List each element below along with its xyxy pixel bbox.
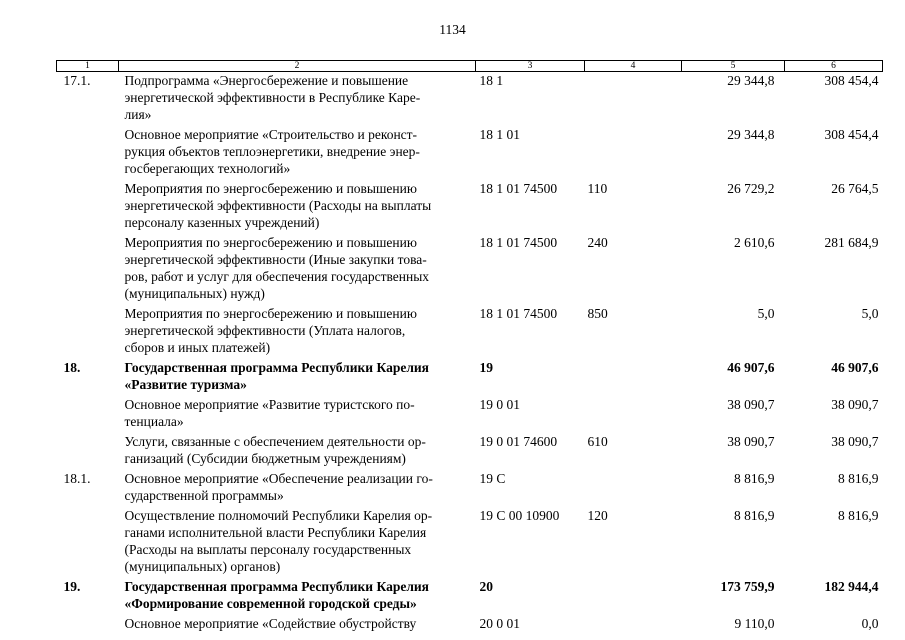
row-description bbox=[119, 305, 476, 359]
description-line: госберегающих технологий» bbox=[124, 161, 291, 176]
target-article-code: 18 1 01 74500 bbox=[479, 235, 558, 250]
target-article-code: 20 bbox=[479, 579, 493, 594]
target-article-code: 18 1 bbox=[479, 73, 504, 88]
table-body bbox=[57, 72, 883, 636]
description-line: энергетической эффективности в Республике Каре- bbox=[124, 90, 421, 105]
description-line: лия» bbox=[124, 107, 152, 122]
description-line: Услуги, связанные с обеспечением деятельности ор- bbox=[124, 434, 426, 449]
row-description bbox=[119, 433, 476, 470]
target-article-code: 18 1 01 bbox=[479, 127, 520, 142]
row-description bbox=[119, 470, 476, 507]
description-line: Основное мероприятие «Развитие туристского по- bbox=[124, 397, 415, 412]
target-article-code: 18 1 01 74500 bbox=[479, 306, 558, 321]
row-number bbox=[57, 433, 119, 470]
expense-type-code bbox=[585, 615, 682, 635]
description-line: (Расходы на выплаты персоналу государственных bbox=[124, 542, 412, 557]
description-line: тенциала» bbox=[124, 414, 184, 429]
row-number bbox=[57, 507, 119, 578]
amount-year-1: 38 090,7 bbox=[727, 397, 775, 412]
table-row bbox=[57, 578, 883, 615]
column-number-3: 3 bbox=[476, 61, 585, 72]
row-description bbox=[119, 615, 476, 635]
expense-type-code bbox=[585, 578, 682, 615]
page-number: 1134 bbox=[439, 22, 466, 37]
amount-year-2: 308 454,4 bbox=[824, 127, 879, 142]
description-line: Мероприятия по энергосбережению и повышению bbox=[124, 181, 417, 196]
row-number bbox=[57, 126, 119, 180]
table-row bbox=[57, 433, 883, 470]
table-row bbox=[57, 126, 883, 180]
column-number-2: 2 bbox=[119, 61, 476, 72]
column-number-6: 6 bbox=[785, 61, 883, 72]
expense-type-code bbox=[585, 72, 682, 127]
expense-type-code bbox=[585, 396, 682, 433]
target-article-code: 19 С 00 10900 bbox=[479, 508, 560, 523]
expense-type-code bbox=[585, 126, 682, 180]
target-article-code: 19 bbox=[479, 360, 493, 375]
row-description bbox=[119, 126, 476, 180]
row-number: 19. bbox=[63, 579, 81, 594]
amount-year-1: 173 759,9 bbox=[720, 579, 775, 594]
column-number-1: 1 bbox=[57, 61, 119, 72]
amount-year-2: 38 090,7 bbox=[831, 397, 879, 412]
row-number bbox=[57, 180, 119, 234]
description-line: Мероприятия по энергосбережению и повышению bbox=[124, 235, 417, 250]
amount-year-2: 0,0 bbox=[861, 616, 879, 631]
row-description bbox=[119, 359, 476, 396]
row-number bbox=[57, 305, 119, 359]
description-line: ганизаций (Субсидии бюджетным учреждениям) bbox=[124, 451, 406, 466]
amount-year-1: 9 110,0 bbox=[734, 616, 775, 631]
row-description bbox=[119, 507, 476, 578]
row-description bbox=[119, 72, 476, 127]
table-row bbox=[57, 615, 883, 635]
amount-year-1: 26 729,2 bbox=[727, 181, 775, 196]
description-line: ров, работ и услуг для обеспечения государственных bbox=[124, 269, 430, 284]
expense-type-code: 240 bbox=[587, 235, 608, 250]
column-number-header-row bbox=[57, 61, 883, 72]
row-description bbox=[119, 578, 476, 615]
amount-year-2: 8 816,9 bbox=[838, 471, 879, 486]
row-description bbox=[119, 180, 476, 234]
column-number-5: 5 bbox=[682, 61, 785, 72]
description-line: ганами исполнительной власти Республики Карелия bbox=[124, 525, 427, 540]
amount-year-1: 5,0 bbox=[757, 306, 775, 321]
description-line: (муниципальных) нужд) bbox=[124, 286, 265, 301]
target-article-code: 19 0 01 bbox=[479, 397, 520, 412]
amount-year-2: 308 454,4 bbox=[824, 73, 879, 88]
amount-year-2: 8 816,9 bbox=[838, 508, 879, 523]
row-number: 18.1. bbox=[63, 471, 91, 486]
table-row bbox=[57, 470, 883, 507]
row-number bbox=[57, 234, 119, 305]
table-row bbox=[57, 234, 883, 305]
row-number: 18. bbox=[63, 360, 81, 375]
amount-year-2: 38 090,7 bbox=[831, 434, 879, 449]
expense-type-code: 110 bbox=[587, 181, 608, 196]
expense-type-code: 850 bbox=[587, 306, 608, 321]
row-number: 17.1. bbox=[63, 73, 91, 88]
description-line: Подпрограмма «Энергосбережение и повышение bbox=[124, 73, 409, 88]
table-row bbox=[57, 72, 883, 127]
row-description bbox=[119, 396, 476, 433]
expense-type-code bbox=[585, 470, 682, 507]
target-article-code: 19 С bbox=[479, 471, 506, 486]
amount-year-1: 46 907,6 bbox=[727, 360, 775, 375]
expense-type-code: 120 bbox=[587, 508, 608, 523]
target-article-code: 19 0 01 74600 bbox=[479, 434, 558, 449]
amount-year-2: 281 684,9 bbox=[824, 235, 879, 250]
budget-table bbox=[56, 60, 883, 635]
description-line: персоналу казенных учреждений) bbox=[124, 215, 320, 230]
description-line: Основное мероприятие «Содействие обустройству bbox=[124, 616, 417, 631]
row-description bbox=[119, 234, 476, 305]
amount-year-1: 8 816,9 bbox=[734, 471, 775, 486]
amount-year-2: 26 764,5 bbox=[831, 181, 879, 196]
description-line: Государственная программа Республики Карелия bbox=[124, 579, 429, 594]
description-line: Мероприятия по энергосбережению и повышению bbox=[124, 306, 417, 321]
amount-year-1: 29 344,8 bbox=[727, 73, 775, 88]
description-line: Осуществление полномочий Республики Карелия ор- bbox=[124, 508, 433, 523]
description-line: «Развитие туризма» bbox=[124, 377, 247, 392]
table-row bbox=[57, 507, 883, 578]
expense-type-code: 610 bbox=[587, 434, 608, 449]
description-line: Основное мероприятие «Строительство и реконст- bbox=[124, 127, 418, 142]
amount-year-1: 38 090,7 bbox=[727, 434, 775, 449]
description-line: сборов и иных платежей) bbox=[124, 340, 271, 355]
expense-type-code bbox=[585, 359, 682, 396]
table-row bbox=[57, 396, 883, 433]
description-line: энергетической эффективности (Расходы на выплаты bbox=[124, 198, 432, 213]
description-line: (муниципальных) органов) bbox=[124, 559, 281, 574]
table-row bbox=[57, 180, 883, 234]
target-article-code: 18 1 01 74500 bbox=[479, 181, 558, 196]
description-line: энергетической эффективности (Иные закупки това- bbox=[124, 252, 427, 267]
row-number bbox=[57, 396, 119, 433]
table-row bbox=[57, 359, 883, 396]
description-line: Основное мероприятие «Обеспечение реализации го- bbox=[124, 471, 433, 486]
amount-year-2: 5,0 bbox=[861, 306, 879, 321]
column-number-4: 4 bbox=[585, 61, 682, 72]
target-article-code: 20 0 01 bbox=[479, 616, 520, 631]
amount-year-1: 29 344,8 bbox=[727, 127, 775, 142]
description-line: энергетической эффективности (Уплата налогов, bbox=[124, 323, 406, 338]
amount-year-2: 182 944,4 bbox=[824, 579, 879, 594]
description-line: «Формирование современной городской среды» bbox=[124, 596, 417, 611]
description-line: рукция объектов теплоэнергетики, внедрение энер- bbox=[124, 144, 420, 159]
description-line: Государственная программа Республики Карелия bbox=[124, 360, 429, 375]
amount-year-1: 2 610,6 bbox=[734, 235, 775, 250]
row-number bbox=[57, 615, 119, 635]
amount-year-2: 46 907,6 bbox=[831, 360, 879, 375]
description-line: сударственной программы» bbox=[124, 488, 284, 503]
table-row bbox=[57, 305, 883, 359]
amount-year-1: 8 816,9 bbox=[734, 508, 775, 523]
